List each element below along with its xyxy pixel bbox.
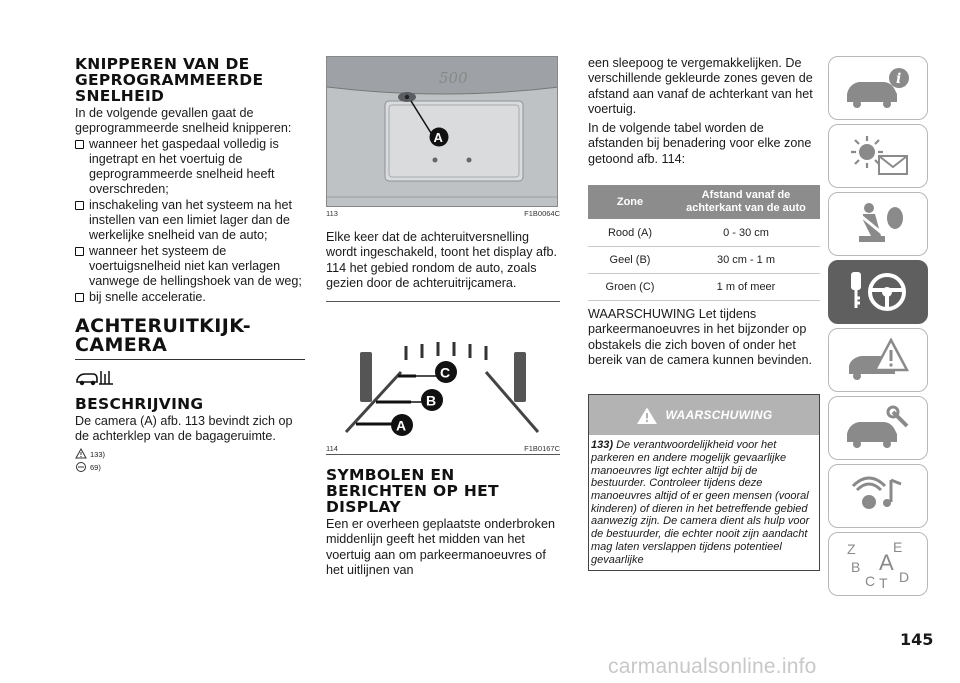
divider [326,454,560,455]
figure-113-caption: 113 F1B0064C [326,209,560,218]
figure-114 [326,332,558,442]
tab-car-info[interactable] [828,56,928,120]
svg-text:500: 500 [439,69,468,87]
warning-title: WAARSCHUWING [665,408,773,423]
divider [75,359,305,360]
index-letter: T [879,575,888,590]
page-number: 145 [900,630,934,649]
alphabetical-index-icon [841,538,915,590]
list-item: inschakeling van het systeem na het instellen van een limiet lager dan de werkelijke snelheid van de auto; [75,198,305,244]
svg-text:A: A [433,130,443,145]
table-intro-text: In de volgende tabel worden de afstanden bij benadering voor elke zone getoond afb. 114: [588,121,812,166]
warning-header [589,395,819,435]
warning-ref: 133) [75,448,305,459]
tab-emergency[interactable] [828,328,928,392]
tab-starting-driving[interactable] [828,260,928,324]
caution-ref: 69) [75,461,305,472]
tab-safety[interactable] [828,192,928,256]
tab-multimedia[interactable] [828,464,928,528]
label-a: A [396,417,407,434]
table-row [588,247,820,274]
bullet-list [75,137,305,305]
seat-airbag-icon [841,200,915,248]
emergency-warning-icon [841,336,915,384]
checkbox-bullet-icon [75,247,84,256]
checkbox-bullet-icon [75,293,84,302]
column-right [588,56,820,571]
table-header: Zone [588,185,672,220]
index-letter: Z [847,541,856,557]
column-left [75,56,305,472]
label-b: B [426,392,437,409]
warning-triangle-icon [75,448,87,459]
divider [326,301,560,302]
warning-box [588,394,820,571]
checkbox-bullet-icon [75,140,84,149]
table-cell: Rood (A) [588,220,672,247]
table-cell: Geel (B) [588,247,672,274]
index-letter: C [865,573,876,589]
index-letter: D [899,569,910,585]
table-row [588,274,820,301]
column-middle [326,56,560,578]
obstacle-warning-text: WAARSCHUWING Let tijdens parkeermanoeuvres in het bijzonder op obstakels die zich boven of onder het bereik van de camera kunnen bevinden. [588,307,813,367]
index-letter: B [851,559,861,575]
index-letter: A [879,550,894,575]
table-cell: Groen (C) [588,274,672,301]
caution-icon [75,461,87,472]
table-cell: 1 m of meer [672,274,820,301]
heading-camera: ACHTERUITKIJK-CAMERA [75,314,251,356]
warning-lights-message-icon [841,132,915,180]
tab-warning-lights[interactable] [828,124,928,188]
list-item: wanneer het gaspedaal volledig is ingetrapt en het voertuig de geprogrammeerde snelheid heeft overschreden; [75,137,305,198]
warning-triangle-icon [636,406,658,425]
car-info-icon [841,64,915,112]
multimedia-icon [841,472,915,520]
key-steering-wheel-icon [841,268,915,316]
figure-114-caption: 114 F1B0167C [326,444,560,454]
camera-display-illustration [326,332,558,442]
reverse-gear-text: Elke keer dat de achteruitversnelling wordt ingeschakeld, toont het display afb. 114 het gebied rondom de auto, zoals gezien door de achteruitrijcamera. [326,230,558,290]
list-item: bij snelle acceleratie. [75,290,305,305]
svg-text:i: i [896,71,902,87]
tab-service[interactable] [828,396,928,460]
checkbox-bullet-icon [75,201,84,210]
centerline-text: Een er overheen geplaatste onderbroken middenlijn geeft het midden van het voertuig aan om parkeermanoeuvres of het uitlijnen van [326,517,555,578]
heading-knipperen: KNIPPEREN VAN DE GEPROGRAMMEERDE SNELHEID [75,55,264,105]
camera-icon [75,366,305,388]
table-header-row [588,185,820,220]
warning-body: 133) De verantwoordelijkheid voor het parkeren en andere mogelijk gevaarlijke manoeuvres ligt echter altijd bij de bestuurder. Controleer tijdens deze manoeuvres altijd of er geen mensen (vooral kinderen) of dieren in het betreffende gebied aanwezig zijn. De camera dient als hulp voor de bestuurder, die echter nooit zijn aandacht mag laten verslappen tijdens potentieel gevaarlijke [591,439,810,566]
intro-text: In de volgende gevallen gaat de geprogrammeerde snelheid knipperen: [75,106,292,136]
watermark-footer: carmanualsonline.info [608,655,817,678]
list-item: wanneer het systeem de voertuigsnelheid niet kan verlagen vanwege de hellingshoek van de weg; [75,244,305,290]
tab-index[interactable] [828,532,928,596]
figure-113 [326,56,558,207]
table-header: Afstand vanaf de achterkant van de auto [672,185,820,220]
beschrijving-text: De camera (A) afb. 113 bevindt zich op de achterklep van de bagageruimte. [75,413,293,444]
heading-symbolen: SYMBOLEN EN BERICHTEN OP HET DISPLAY [326,466,499,517]
table-cell: 30 cm - 1 m [672,247,820,274]
table-row [588,220,820,247]
car-service-icon [841,404,915,452]
label-c: C [440,364,451,381]
heading-beschrijving: BESCHRIJVING [75,394,204,413]
index-letter: E [893,539,903,555]
distance-table [588,185,820,301]
zones-intro-text: een sleepoog te vergemakkelijken. De verschillende gekleurde zones geven de afstand aan vanaf de achterkant van het voertuig. [588,56,813,116]
tailgate-camera-illustration [327,57,558,207]
chapter-sidebar [828,56,928,600]
table-cell: 0 - 30 cm [672,220,820,247]
